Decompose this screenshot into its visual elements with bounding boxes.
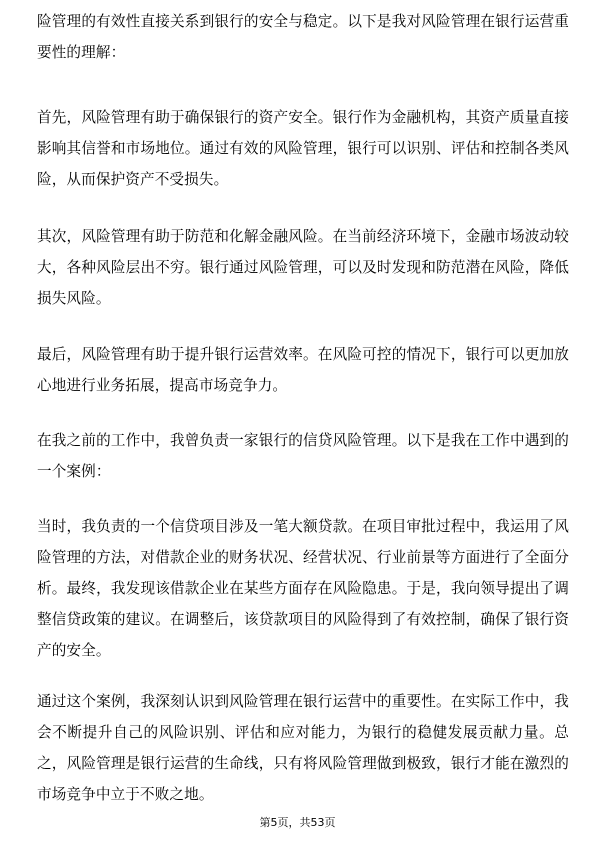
paragraph-last-point: 最后，风险管理有助于提升银行运营效率。在风险可控的情况下，银行可以更加放心地进行业务拓展，提高市场竞争力。 [37, 346, 569, 394]
paragraph-case-intro: 在我之前的工作中，我曾负责一家银行的信贷风险管理。以下是我在工作中遇到的一个案例： [37, 432, 569, 480]
paragraph-conclusion: 通过这个案例，我深刻认识到风险管理在银行运营中的重要性。在实际工作中，我会不断提升自己的风险识别、评估和应对能力，为银行的稳健发展贡献力量。总之，风险管理是银行运营的生命线，只有将风险管理做到极致，银行才能在激烈的市场竞争中立于不败之地。 [37, 693, 569, 803]
paragraph-first-point: 首先，风险管理有助于确保银行的资产安全。银行作为金融机构，其资产质量直接影响其信誉和市场地位。通过有效的风险管理，银行可以识别、评估和控制各类风险，从而保护资产不受损失。 [37, 109, 569, 188]
paragraph-intro: 险管理的有效性直接关系到银行的安全与稳定。以下是我对风险管理在银行运营重要性的理解： [37, 13, 569, 61]
paragraph-second-point: 其次，风险管理有助于防范和化解金融风险。在当前经济环境下，金融市场波动较大，各种风险层出不穷。银行通过风险管理，可以及时发现和防范潜在风险，降低损失风险。 [37, 228, 569, 307]
page-number-footer: 第5页，共53页 [259, 816, 336, 829]
paragraph-case-detail: 当时，我负责的一个信贷项目涉及一笔大额贷款。在项目审批过程中，我运用了风险管理的方法，对借款企业的财务状况、经营状况、行业前景等方面进行了全面分析。最终，我发现该借款企业在某些方面存在风险隐患。于是，我向领导提出了调整信贷政策的建议。在调整后，该贷款项目的风险得到了有效控制，确保了银行资产的安全。 [37, 518, 569, 659]
